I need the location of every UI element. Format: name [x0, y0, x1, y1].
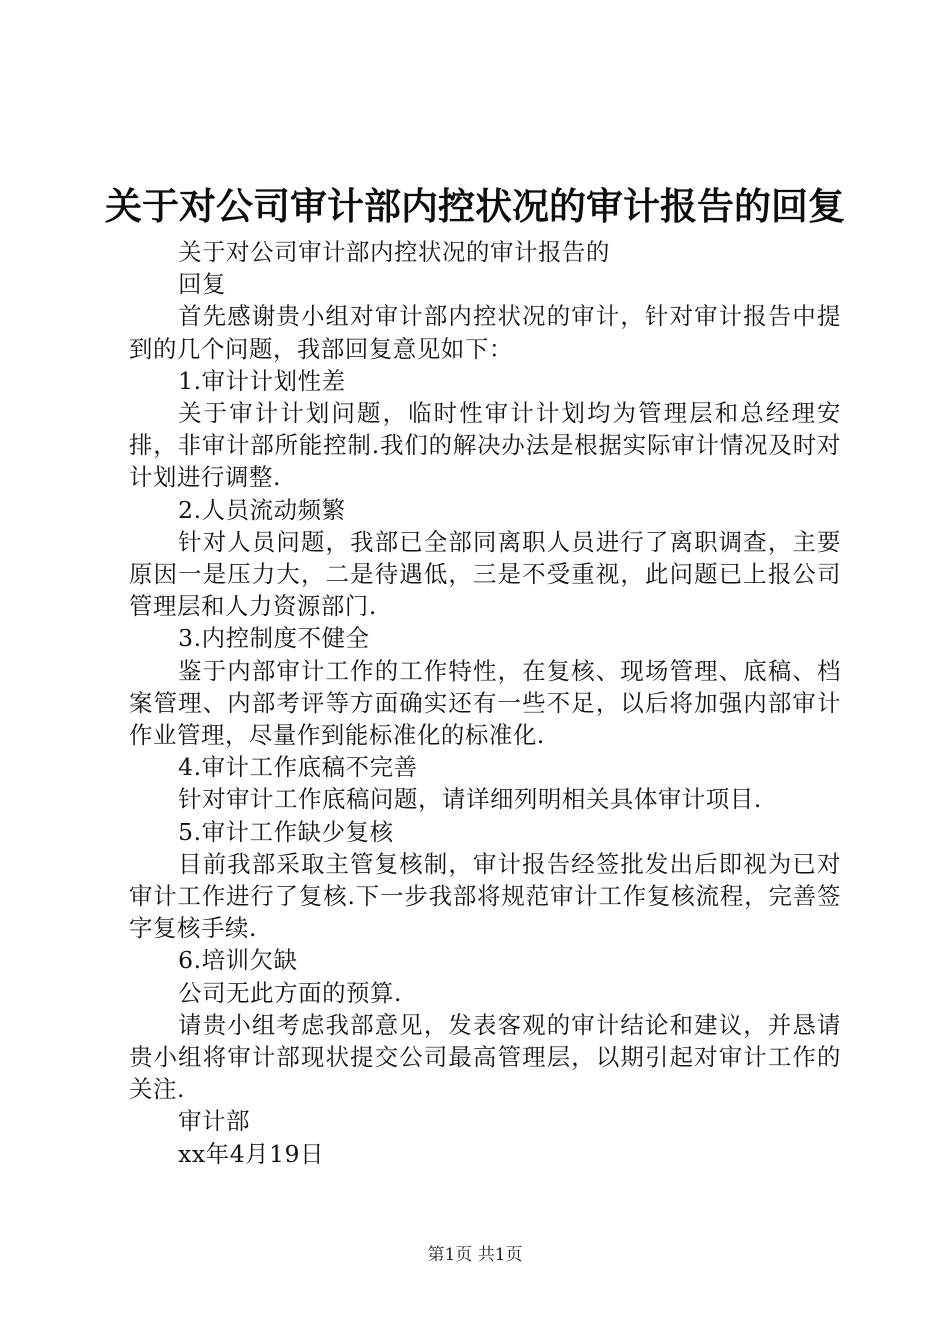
page-footer: 第1页 共1页 — [427, 1245, 523, 1265]
section-heading-2: 2.人员流动频繁 — [178, 495, 346, 524]
section-body-3: 鉴于内部审计工作的工作特性，在复核、现场管理、底稿、档案管理、内部考评等方面确实还有一些不足，以后将加强内部审计作业管理，尽量作到能标准化的标准化. — [129, 656, 841, 750]
section-body-4: 针对审计工作底稿问题，请详细列明相关具体审计项目. — [178, 785, 762, 814]
signature-department: 审计部 — [178, 1107, 251, 1136]
paragraph-closing: 请贵小组考虑我部意见，发表客观的审计结论和建议，并恳请贵小组将审计部现状提交公司最高管理层，以期引起对审计工作的关注. — [129, 1010, 841, 1104]
section-body-2: 针对人员问题，我部已全部同离职人员进行了离职调查，主要原因一是压力大，二是待遇低，三是不受重视，此问题已上报公司管理层和人力资源部门. — [129, 527, 841, 621]
document-body — [129, 236, 841, 1170]
section-heading-5: 5.审计工作缺少复核 — [178, 817, 394, 846]
paragraph-title-repeat-2: 回复 — [178, 270, 227, 299]
section-heading-6: 6.培训欠缺 — [178, 946, 298, 975]
section-body-1: 关于审计计划问题，临时性审计计划均为管理层和总经理安排，非审计部所能控制.我们的解决办法是根据实际审计情况及时对计划进行调整. — [129, 399, 841, 492]
section-heading-3: 3.内控制度不健全 — [178, 624, 370, 653]
section-heading-1: 1.审计计划性差 — [178, 366, 346, 395]
section-heading-4: 4.审计工作底稿不完善 — [178, 753, 418, 782]
paragraph-intro: 首先感谢贵小组对审计部内控状况的审计，针对审计报告中提到的几个问题，我部回复意见如下： — [129, 302, 841, 363]
document-title: 关于对公司审计部内控状况的审计报告的回复 — [105, 185, 845, 228]
section-body-5: 目前我部采取主管复核制，审计报告经签批发出后即视为已对审计工作进行了复核.下一步我部将规范审计工作复核流程，完善签字复核手续. — [129, 849, 841, 943]
section-body-6: 公司无此方面的预算. — [178, 978, 403, 1007]
signature-date: xx年4月19日 — [178, 1139, 325, 1168]
paragraph-title-repeat-1: 关于对公司审计部内控状况的审计报告的 — [178, 238, 610, 266]
